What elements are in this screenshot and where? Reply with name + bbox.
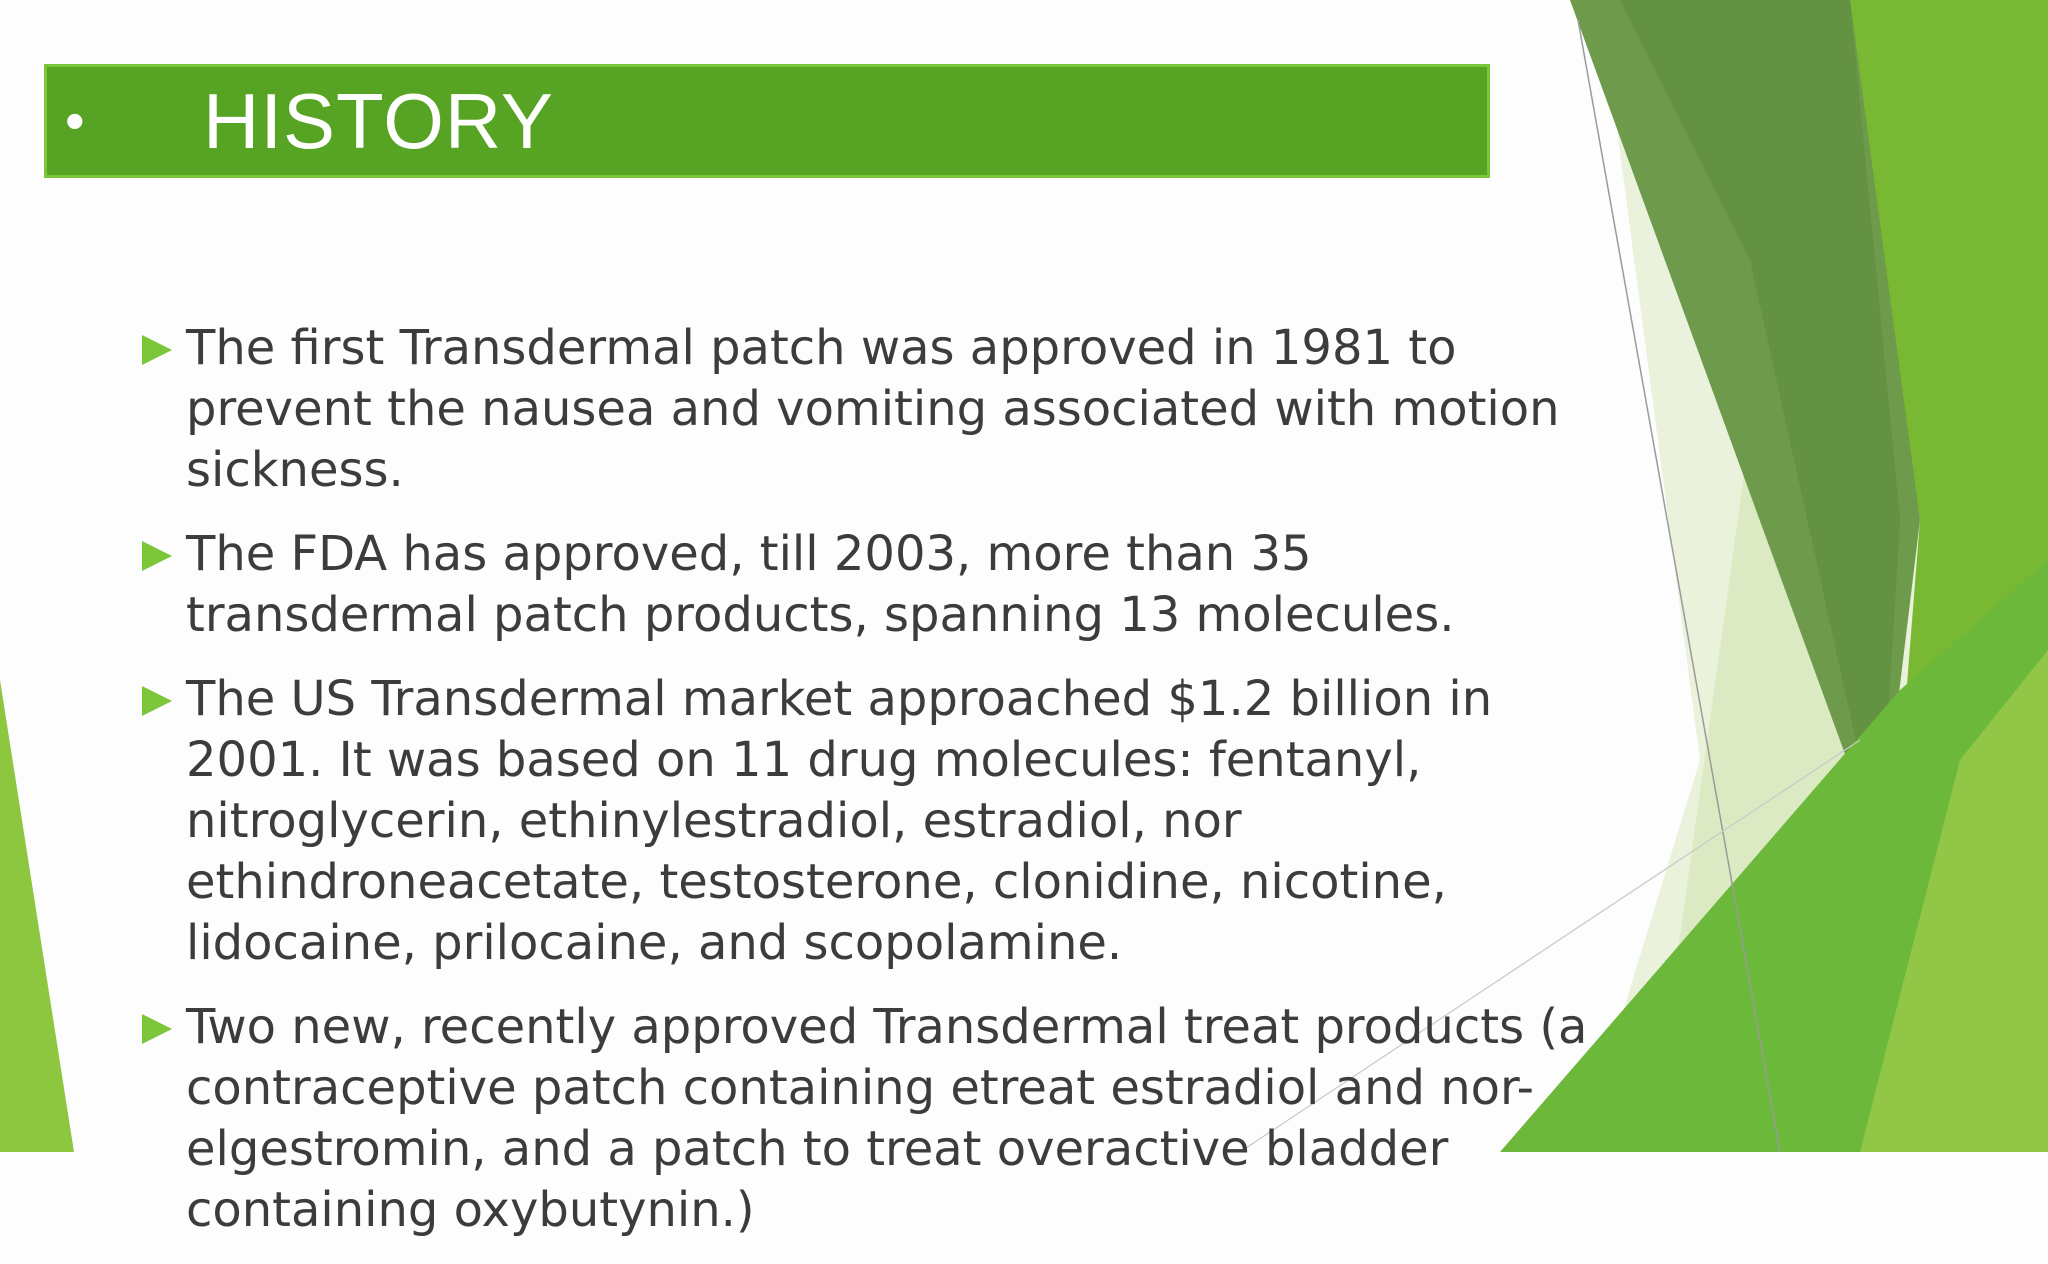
- triangle-right-icon: [142, 1014, 172, 1044]
- title-bullet: •: [65, 89, 85, 152]
- bullet-text: The US Transdermal market approached $1.2 billion in 2001. It was based on 11 drug molecules: fentanyl, nitroglycerin, ethinylestradiol, estradiol, nor ethindroneacetate, testosterone, clonidine, nicotine, lidocaine, prilocaine, and scopolamine.: [186, 671, 1493, 971]
- bullet-item: [138, 997, 1618, 1241]
- triangle-right-icon: [142, 335, 172, 365]
- bullet-item: [138, 318, 1618, 501]
- triangle-right-icon: [142, 541, 172, 571]
- bullet-item: [138, 524, 1618, 646]
- bullet-text: The first Transdermal patch was approved in 1981 to prevent the nausea and vomiting associated with motion sickness.: [186, 320, 1560, 498]
- title-bar: [44, 64, 1490, 178]
- left-green-sliver: [0, 680, 74, 1152]
- bullet-text: Two new, recently approved Transdermal treat products (a contraceptive patch containing etreat estradiol and nor-elgestromin, and a patch to treat overactive bladder containing oxybutynin.): [186, 999, 1588, 1238]
- slide-title: HISTORY: [203, 77, 554, 165]
- bullet-text: The FDA has approved, till 2003, more than 35 transdermal patch products, spanning 13 molecules.: [186, 526, 1455, 643]
- bullet-list: [138, 318, 1618, 1264]
- triangle-right-icon: [142, 686, 172, 716]
- bullet-item: [138, 669, 1618, 974]
